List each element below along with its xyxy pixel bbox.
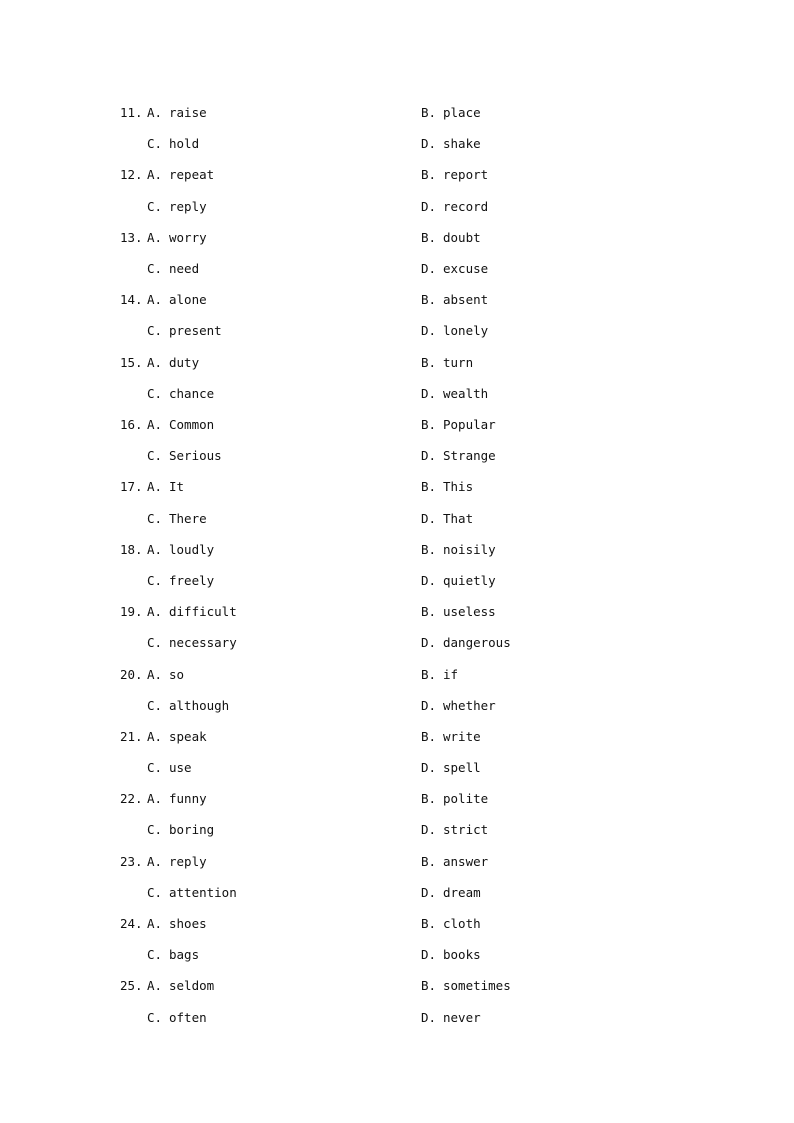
options-row-ab bbox=[0, 412, 794, 443]
option-a-text: seldom bbox=[169, 978, 215, 994]
question-item bbox=[0, 474, 794, 536]
options-row-cd bbox=[0, 443, 794, 474]
option-c-text: freely bbox=[169, 572, 215, 588]
option-d-text: That bbox=[443, 510, 474, 526]
option-d-text: Strange bbox=[443, 448, 496, 464]
option-d-letter: D. bbox=[421, 448, 437, 464]
option-a-letter: A. bbox=[147, 541, 163, 557]
options-row-cd bbox=[0, 817, 794, 848]
options-row-cd bbox=[0, 755, 794, 786]
option-a-text: worry bbox=[169, 229, 207, 245]
option-d-text: quietly bbox=[443, 572, 496, 588]
option-d-text: dangerous bbox=[443, 635, 511, 651]
option-c-text: boring bbox=[169, 822, 215, 838]
question-number: 23. bbox=[120, 853, 143, 869]
option-b-letter: B. bbox=[421, 229, 437, 245]
option-d-text: wealth bbox=[443, 385, 489, 401]
option-d-letter: D. bbox=[421, 385, 437, 401]
option-a-text: so bbox=[169, 666, 185, 682]
option-b-letter: B. bbox=[421, 853, 437, 869]
question-number: 24. bbox=[120, 916, 143, 932]
options-row-cd bbox=[0, 131, 794, 162]
option-d-text: dream bbox=[443, 884, 481, 900]
question-number: 18. bbox=[120, 541, 143, 557]
option-b-letter: B. bbox=[421, 105, 437, 120]
option-a-letter: A. bbox=[147, 479, 163, 495]
option-b-letter: B. bbox=[421, 354, 437, 370]
option-b-text: doubt bbox=[443, 229, 481, 245]
option-b-letter: B. bbox=[421, 167, 437, 183]
option-d-letter: D. bbox=[421, 198, 437, 214]
question-number: 14. bbox=[120, 292, 143, 308]
option-d-letter: D. bbox=[421, 136, 437, 152]
option-c-letter: C. bbox=[147, 323, 163, 339]
option-a-letter: A. bbox=[147, 105, 163, 120]
options-row-cd bbox=[0, 318, 794, 349]
option-b-letter: B. bbox=[421, 541, 437, 557]
option-c-text: often bbox=[169, 1009, 207, 1025]
option-d-letter: D. bbox=[421, 884, 437, 900]
option-a-text: duty bbox=[169, 354, 200, 370]
option-a-text: difficult bbox=[169, 604, 237, 620]
option-a-letter: A. bbox=[147, 167, 163, 183]
question-number: 16. bbox=[120, 416, 143, 432]
option-b-text: noisily bbox=[443, 541, 496, 557]
option-b-text: This bbox=[443, 479, 474, 495]
options-row-cd bbox=[0, 194, 794, 225]
question-number: 17. bbox=[120, 479, 143, 495]
option-d-letter: D. bbox=[421, 635, 437, 651]
option-b-text: if bbox=[443, 666, 459, 682]
option-c-text: reply bbox=[169, 198, 207, 214]
question-number: 22. bbox=[120, 791, 143, 807]
option-b-letter: B. bbox=[421, 666, 437, 682]
question-item bbox=[0, 412, 794, 474]
option-b-letter: B. bbox=[421, 791, 437, 807]
option-c-letter: C. bbox=[147, 760, 163, 776]
option-c-letter: C. bbox=[147, 448, 163, 464]
question-item bbox=[0, 973, 794, 1035]
question-item bbox=[0, 100, 794, 162]
option-a-letter: A. bbox=[147, 666, 163, 682]
options-row-ab bbox=[0, 911, 794, 942]
option-c-text: attention bbox=[169, 884, 237, 900]
option-a-letter: A. bbox=[147, 853, 163, 869]
question-item bbox=[0, 287, 794, 349]
option-b-text: cloth bbox=[443, 916, 481, 932]
option-c-letter: C. bbox=[147, 198, 163, 214]
option-b-text: turn bbox=[443, 354, 474, 370]
option-b-text: sometimes bbox=[443, 978, 511, 994]
option-c-letter: C. bbox=[147, 572, 163, 588]
option-d-letter: D. bbox=[421, 510, 437, 526]
option-d-letter: D. bbox=[421, 947, 437, 963]
option-b-text: report bbox=[443, 167, 489, 183]
question-number: 15. bbox=[120, 354, 143, 370]
option-a-letter: A. bbox=[147, 916, 163, 932]
options-row-ab bbox=[0, 724, 794, 755]
option-d-text: excuse bbox=[443, 260, 489, 276]
option-b-text: Popular bbox=[443, 416, 496, 432]
question-item bbox=[0, 911, 794, 973]
option-b-letter: B. bbox=[421, 978, 437, 994]
option-d-letter: D. bbox=[421, 323, 437, 339]
option-b-text: polite bbox=[443, 791, 489, 807]
option-d-letter: D. bbox=[421, 572, 437, 588]
question-item bbox=[0, 849, 794, 911]
options-row-cd bbox=[0, 381, 794, 412]
question-item bbox=[0, 537, 794, 599]
question-item bbox=[0, 162, 794, 224]
option-c-letter: C. bbox=[147, 884, 163, 900]
option-b-text: write bbox=[443, 728, 481, 744]
option-c-letter: C. bbox=[147, 635, 163, 651]
question-item bbox=[0, 662, 794, 724]
option-c-text: chance bbox=[169, 385, 215, 401]
question-number: 20. bbox=[120, 666, 143, 682]
option-d-letter: D. bbox=[421, 822, 437, 838]
options-row-cd bbox=[0, 1005, 794, 1036]
options-row-cd bbox=[0, 256, 794, 287]
option-d-letter: D. bbox=[421, 260, 437, 276]
option-c-letter: C. bbox=[147, 136, 163, 152]
options-row-ab bbox=[0, 662, 794, 693]
option-c-letter: C. bbox=[147, 260, 163, 276]
options-row-cd bbox=[0, 880, 794, 911]
option-c-letter: C. bbox=[147, 510, 163, 526]
option-a-letter: A. bbox=[147, 791, 163, 807]
option-d-text: record bbox=[443, 198, 489, 214]
option-a-letter: A. bbox=[147, 229, 163, 245]
question-list bbox=[0, 100, 794, 1036]
option-c-text: use bbox=[169, 760, 192, 776]
question-number: 11. bbox=[120, 105, 143, 120]
option-a-text: reply bbox=[169, 853, 207, 869]
options-row-cd bbox=[0, 942, 794, 973]
option-a-letter: A. bbox=[147, 604, 163, 620]
question-item bbox=[0, 350, 794, 412]
option-c-text: present bbox=[169, 323, 222, 339]
option-b-letter: B. bbox=[421, 479, 437, 495]
option-c-text: There bbox=[169, 510, 207, 526]
option-a-text: alone bbox=[169, 292, 207, 308]
question-item bbox=[0, 225, 794, 287]
option-c-text: although bbox=[169, 697, 230, 713]
option-d-text: spell bbox=[443, 760, 481, 776]
option-b-letter: B. bbox=[421, 416, 437, 432]
option-a-letter: A. bbox=[147, 354, 163, 370]
options-row-cd bbox=[0, 630, 794, 661]
option-c-text: necessary bbox=[169, 635, 237, 651]
option-a-text: It bbox=[169, 479, 185, 495]
option-a-text: repeat bbox=[169, 167, 215, 183]
options-row-ab bbox=[0, 973, 794, 1004]
option-d-letter: D. bbox=[421, 1009, 437, 1025]
options-row-ab bbox=[0, 225, 794, 256]
question-number: 12. bbox=[120, 167, 143, 183]
option-c-text: hold bbox=[169, 136, 200, 152]
option-c-text: Serious bbox=[169, 448, 222, 464]
question-item bbox=[0, 724, 794, 786]
question-number: 19. bbox=[120, 604, 143, 620]
option-a-text: Common bbox=[169, 416, 215, 432]
option-d-text: books bbox=[443, 947, 481, 963]
option-b-text: useless bbox=[443, 604, 496, 620]
option-d-text: never bbox=[443, 1009, 481, 1025]
options-row-ab bbox=[0, 350, 794, 381]
options-row-ab bbox=[0, 849, 794, 880]
option-d-text: lonely bbox=[443, 323, 489, 339]
option-a-text: shoes bbox=[169, 916, 207, 932]
option-a-text: funny bbox=[169, 791, 207, 807]
options-row-ab bbox=[0, 162, 794, 193]
option-b-text: place bbox=[443, 105, 481, 120]
options-row-ab bbox=[0, 786, 794, 817]
option-c-letter: C. bbox=[147, 697, 163, 713]
question-number: 13. bbox=[120, 229, 143, 245]
option-d-text: whether bbox=[443, 697, 496, 713]
question-item bbox=[0, 786, 794, 848]
options-row-ab bbox=[0, 100, 794, 131]
option-b-letter: B. bbox=[421, 916, 437, 932]
option-a-text: raise bbox=[169, 105, 207, 120]
option-d-text: shake bbox=[443, 136, 481, 152]
option-d-letter: D. bbox=[421, 697, 437, 713]
options-row-ab bbox=[0, 287, 794, 318]
option-a-text: loudly bbox=[169, 541, 215, 557]
option-b-text: answer bbox=[443, 853, 489, 869]
option-d-text: strict bbox=[443, 822, 489, 838]
option-b-text: absent bbox=[443, 292, 489, 308]
option-a-letter: A. bbox=[147, 728, 163, 744]
option-a-letter: A. bbox=[147, 978, 163, 994]
option-a-text: speak bbox=[169, 728, 207, 744]
option-c-letter: C. bbox=[147, 385, 163, 401]
options-row-ab bbox=[0, 599, 794, 630]
option-a-letter: A. bbox=[147, 292, 163, 308]
option-b-letter: B. bbox=[421, 292, 437, 308]
option-c-letter: C. bbox=[147, 822, 163, 838]
option-a-letter: A. bbox=[147, 416, 163, 432]
option-c-text: need bbox=[169, 260, 200, 276]
option-c-letter: C. bbox=[147, 1009, 163, 1025]
options-row-cd bbox=[0, 568, 794, 599]
options-row-ab bbox=[0, 537, 794, 568]
question-item bbox=[0, 599, 794, 661]
question-number: 21. bbox=[120, 728, 143, 744]
option-c-letter: C. bbox=[147, 947, 163, 963]
options-row-cd bbox=[0, 693, 794, 724]
option-b-letter: B. bbox=[421, 728, 437, 744]
options-row-ab bbox=[0, 474, 794, 505]
options-row-cd bbox=[0, 506, 794, 537]
option-c-text: bags bbox=[169, 947, 200, 963]
question-number: 25. bbox=[120, 978, 143, 994]
option-d-letter: D. bbox=[421, 760, 437, 776]
option-b-letter: B. bbox=[421, 604, 437, 620]
